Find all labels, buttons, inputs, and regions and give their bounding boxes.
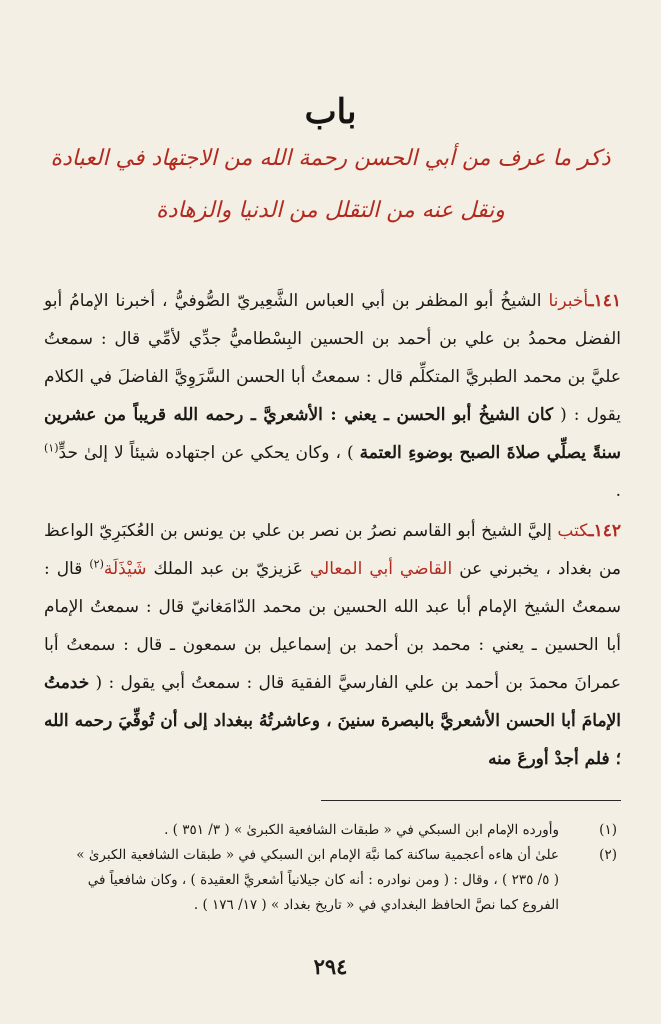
footnote-1: [70, 818, 617, 843]
paragraph-142: [44, 512, 621, 778]
paragraph-text: ) ، وكان يحكي عن اجتهاده شيئاً لا إلىٰ حدٍّ: [58, 443, 360, 463]
main-text: [44, 282, 621, 778]
quoted-text: خدمتُ الإمامَ أبا الحسن الأشعريَّ بالبصرة سنينَ ، وعاشرتُهُ ببغداد إلى أن تُوفِّيَ رحمه الله ؛ فلم أجدْ أورعَ منه: [44, 673, 621, 769]
highlighted-name: شَيْذَلَة: [103, 559, 147, 579]
footnote-text: وأورده الإمام ابن السبكي في « طبقات الشافعية الكبرىٰ » ( ٣/ ٣٥١ ) .: [164, 822, 559, 838]
footnote-mark: (٢): [599, 847, 617, 863]
chapter-heading: باب: [304, 92, 357, 132]
paragraph-number: ١٤١ـ: [588, 291, 621, 311]
footnote-2-continuation: ( ٥/ ٢٣٥ ) ، وقال : ( ومن نوادره : أنه كان جيلانياً أشعريَّ العقيدة ) ، وكان شافعياً في: [87, 872, 559, 888]
quoted-text: كان الشيخُ أبو الحسن ـ يعني : الأشعريَّ ـ رحمه الله قريباً من عشرين سنةً يصلِّي صلاةَ الصبح بوضوءِ العتمة: [44, 405, 621, 463]
highlighted-name: القاضي أبي المعالي: [309, 559, 453, 579]
footnote-mark: (١): [599, 822, 617, 838]
chapter-subtitle-line-1: ذكر ما عرف من أبي الحسن رحمة الله من الاجتهاد في العبادة: [50, 146, 611, 171]
footnotes: [70, 818, 617, 918]
footnote-reference: (١): [44, 441, 59, 455]
paragraph-lead-word: أخبرنا: [548, 291, 589, 311]
paragraph-141: [44, 282, 621, 510]
footnote-text: علىٰ أن هاءه أعجمية ساكنة كما نبَّهَ الإمام ابن السبكي في « طبقات الشافعية الكبرىٰ »: [76, 847, 559, 863]
paragraph-text: عَزيزيّ بن عبد الملك: [146, 559, 310, 579]
paragraph-text: إليَّ الشيخ أبو القاسم نصرُ بن نصر بن علي بن يونس بن العُكبَرِيّ الواعظ من بغداد ، يخبرني عن: [44, 521, 622, 579]
footnote-reference: (٢): [89, 557, 104, 571]
paragraph-lead-word: كتب: [557, 521, 589, 541]
footnote-2: [70, 843, 617, 868]
footnote-divider: [321, 800, 621, 801]
paragraph-text: قال : سمعتُ الشيخ الإمام أبا عبد الله الحسين بن محمد الدّامَغانيّ قال : سمعتُ الإمام أبا الحسين ـ يعني : محمد بن أحمد بن إسماعيل بن سمعون ـ قال : سمعتُ أبا عمرانَ محمدَ بن أحمد بن علي الفارسيَّ الفقيهَ قال : سمعتُ أبي يقول : (: [44, 559, 621, 693]
paragraph-number: ١٤٢ـ: [588, 521, 621, 541]
page-number: ٢٩٤: [313, 954, 348, 979]
paragraph-text: الشيخُ أبو المظفر بن أبي العباس الشَّعِيريّ الصُّوفيُّ ، أخبرنا الإمامُ أبو الفضل محمدُ بن علي بن أحمد بن الحسين البِسْطاميُّ جدِّي لأمِّي قال : سمعتُ عليَّ بن محمد الطبريَّ المتكلِّم قال : سمعتُ أبا الحسن السَّرَوِيَّ الفاضلَ في الكلام يقول : (: [44, 291, 621, 425]
paragraph-text: .: [615, 481, 621, 501]
chapter-subtitle-line-2: ونقل عنه من التقلل من الدنيا والزهادة: [156, 198, 505, 223]
footnote-2-continuation: الفروع كما نصَّ الحافظ البغدادي في « تاريخ بغداد » ( ١٧/ ١٧٦ ) .: [193, 897, 559, 913]
